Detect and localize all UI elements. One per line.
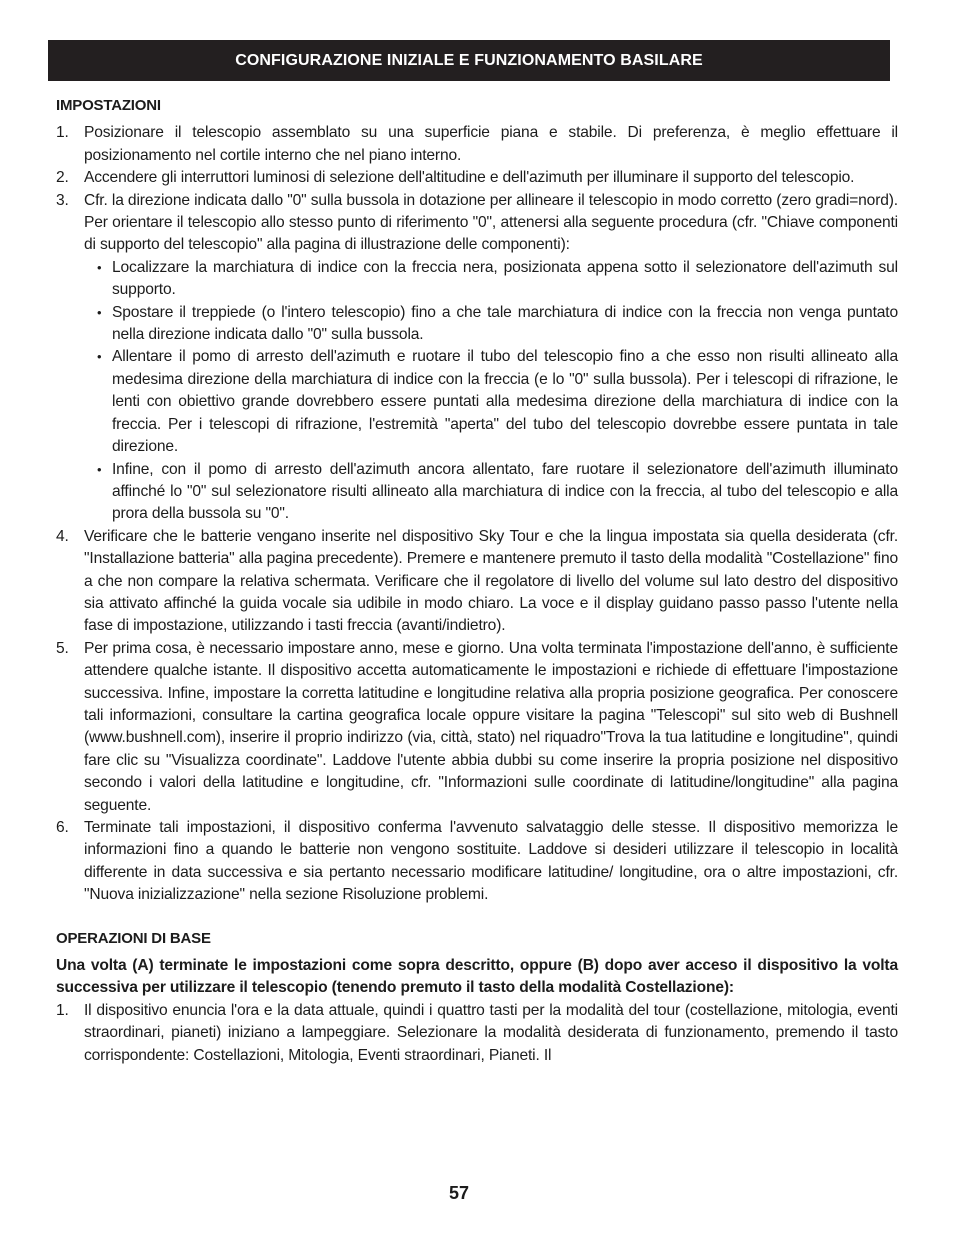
step-number: 1. (56, 1001, 69, 1019)
step-text: Accendere gli interruttori luminosi di selezione dell'altitudine e dell'azimuth per illuminare il supporto del telescopio. (84, 169, 855, 187)
step-text: Per prima cosa, è necessario impostare anno, mese e giorno. Una volta terminata l'impostazione dell'anno, è sufficiente attendere qualche istante. Il dispositivo accetta automaticamente le impostazioni e richiede di effettuare l'impostazione successiva. Infine, impostare la corretta latitudine e longitudine relativa alla propria posizione geografica. Per conoscere tali informazioni, consultare la cartina geografica locale oppure visitare la pagina "Telescopi" sul sito web di Bushnell (www.bushnell.com), inserire il proprio indirizzo (via, città, stato) nel riquadro"Trova la tua latitudine e longitudine", quindi fare clic su "Visualizza coordinate". Laddove l'utente abbia dubbi su come inserire la propria posizione nel dispositivo secondo i valori della latitudine e longitudine, cfr. "Informazioni sulle coordinate di latitudine/longitudine" alla pagina seguente. (84, 639, 898, 814)
page-content (56, 95, 898, 1067)
setup-step-6 (56, 817, 898, 907)
basic-ops-intro: Una volta (A) terminate le impostazioni come sopra descritto, oppure (B) dopo aver acceso il dispositivo la volta successiva per utilizzare il telescopio (tenendo premuto il tasto della modalità Costellazione): (56, 957, 898, 997)
step-number: 3. (56, 191, 69, 209)
step-number: 5. (56, 639, 69, 657)
bullet-text: Allentare il pomo di arresto dell'azimuth e ruotare il tubo del telescopio fino a che esso non risulti allineato alla medesima direzione della marchiatura di indice con la freccia (e lo "0" sulla bussola). Per i telescopi di rifrazione, le lenti con obiettivo grande dovrebbero essere puntati alla medesima direzione della marchiatura di indice con la freccia. Per i telescopi di rifrazione, l'estremità "aperta" del tubo del telescopio dovrebbe essere puntata in tale direzione. (112, 348, 898, 456)
setup-step-5 (56, 638, 898, 817)
step-text: Cfr. la direzione indicata dallo "0" sulla bussola in dotazione per allineare il telescopio in modo corretto (zero gradi=nord). Per orientare il telescopio allo stesso punto di riferimento "0", attenersi alla seguente procedura (cfr. "Chiave componenti di supporto del telescopio" alla pagina di illustrazione delle componenti): (84, 191, 898, 254)
basic-ops-heading: OPERAZIONI DI BASE (56, 929, 211, 947)
page-number: 57 (448, 1183, 470, 1203)
step-text: Posizionare il telescopio assemblato su una superficie piana e stabile. Di preferenza, è meglio effettuare il posizionamento nel cortile interno che nel piano interno. (84, 124, 898, 164)
step-number: 1. (56, 124, 69, 142)
page-title-bar: CONFIGURAZIONE INIZIALE E FUNZIONAMENTO BASILARE (48, 40, 890, 81)
step-number: 4. (56, 527, 69, 545)
bullet-text: Infine, con il pomo di arresto dell'azimuth ancora allentato, fare ruotare il selezionatore dell'azimuth illuminato affinché lo "0" sul selezionatore risulti allineato alla marchiatura di indice con la freccia, al tubo del telescopio e alla prora della bussola su "0". (112, 460, 898, 523)
bullet-text: Localizzare la marchiatura di indice con la freccia nera, posizionata appena sotto il selezionatore dell'azimuth sul supporto. (112, 258, 898, 299)
section-spacer (56, 907, 898, 928)
setup-heading: IMPOSTAZIONI (56, 97, 161, 114)
setup-step-3 (56, 190, 898, 257)
setup-step-4 (56, 526, 898, 638)
setup-step-2 (56, 167, 898, 189)
basic-ops-step-1 (56, 1000, 898, 1067)
bullet-item (84, 346, 898, 458)
bullet-item (84, 302, 898, 347)
step-text: Terminate tali impostazioni, il dispositivo conferma l'avvenuto salvataggio delle stesse. Il dispositivo memorizza le informazioni fino a quando le batterie non vengono sostituite. Laddove si desideri utilizzare il telescopio in località differente in data successiva e sia pertanto necessario modificare latitudine/ longitudine, ora o altre impostazioni, cfr. "Nuova inizializzazione" nella sezione Risoluzione problemi. (84, 819, 898, 904)
bullet-icon: • (97, 349, 102, 365)
bullet-icon: • (97, 259, 102, 275)
step-text: Verificare che le batterie vengano inserite nel dispositivo Sky Tour e che la lingua impostata sia quella desiderata (cfr. "Installazione batteria" alla pagina precedente). Premere e mantenere premuto il tasto della modalità "Costellazione" fino a che non compare la relativa schermata. Verificare che il regolatore di livello del volume sul lato destro del dispositivo sia attivato affinché la guida vocale sia udibile in modo chiaro. La voce e il display guidano passo passo l'utente nella fase di impostazione, utilizzando i tasti freccia (avanti/indietro). (84, 527, 898, 635)
setup-step-1 (56, 122, 898, 167)
bullet-icon: • (97, 461, 102, 477)
bullet-item (84, 257, 898, 302)
bullet-item (84, 459, 898, 526)
step-number: 6. (56, 819, 69, 836)
bullet-icon: • (97, 304, 102, 320)
step-3-bullet-list (84, 257, 898, 526)
step-number: 2. (56, 169, 69, 187)
step-text: Il dispositivo enuncia l'ora e la data attuale, quindi i quattro tasti per la modalità del tour (costellazione, mitologia, eventi straordinari, pianeti) iniziano a lampeggiare. Selezionare la modalità desiderata di funzionamento, premendo il tasto corrispondente: Costellazioni, Mitologia, Eventi straordinari, Pianeti. Il (84, 1001, 898, 1064)
bullet-text: Spostare il treppiede (o l'intero telescopio) fino a che tale marchiatura di indice con la freccia non venga puntato nella direzione indicata dallo "0" sulla bussola. (112, 303, 898, 344)
